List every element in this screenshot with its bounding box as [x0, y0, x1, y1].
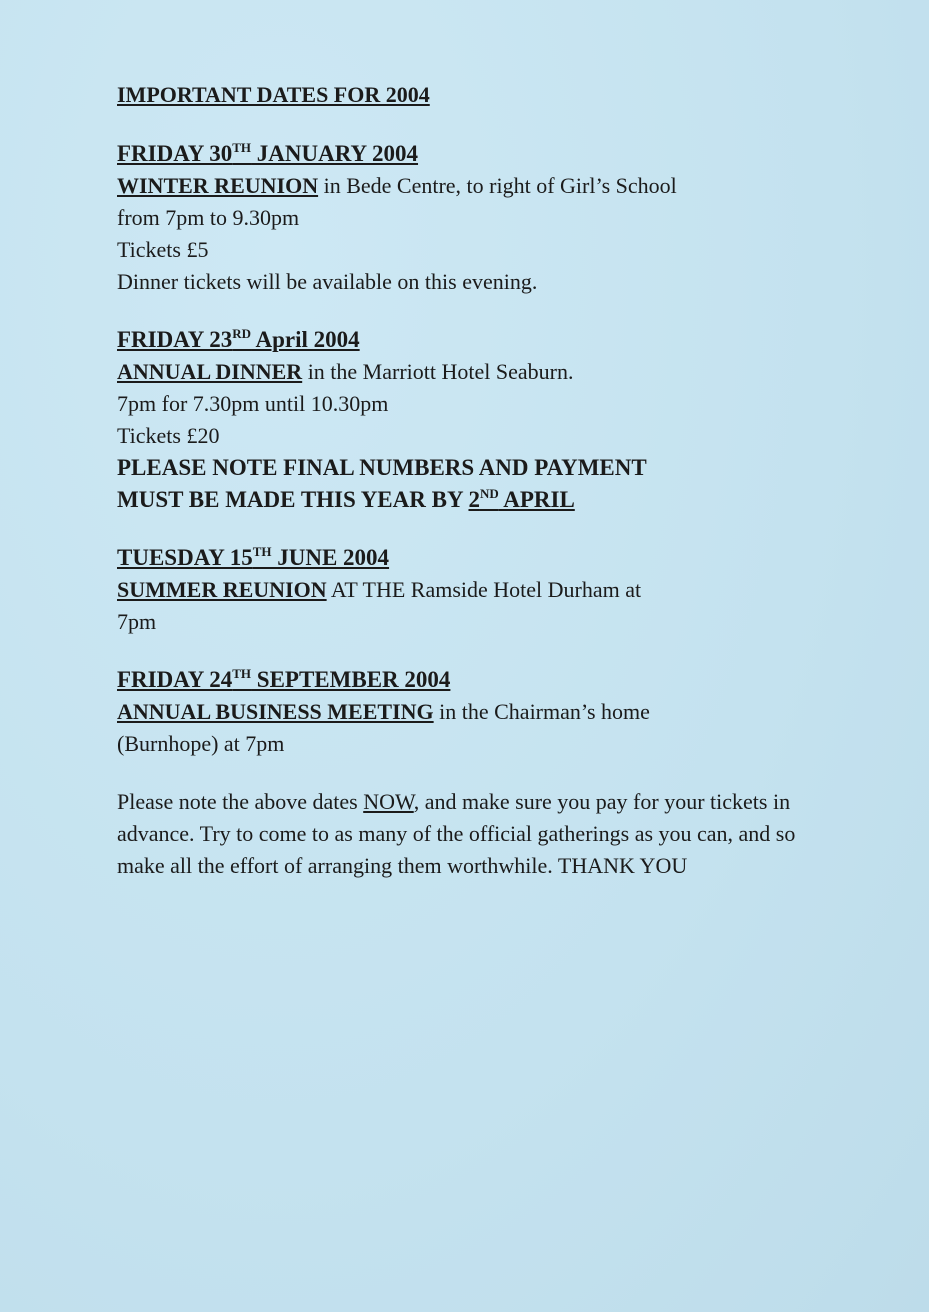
event-detail: 7pm for 7.30pm until 10.30pm — [117, 391, 389, 416]
event-date: FRIDAY 24TH SEPTEMBER 2004 — [117, 666, 451, 692]
payment-note: PLEASE NOTE FINAL NUMBERS AND PAYMENT — [117, 455, 647, 480]
event-detail: from 7pm to 9.30pm — [117, 205, 300, 230]
event-name: SUMMER REUNION — [117, 577, 327, 602]
event-annual-business-meeting: FRIDAY 24TH SEPTEMBER 2004 ANNUAL BUSINESS MEETING in the Chairman’s home (Burnhope) at 7pm — [117, 664, 877, 760]
event-date: FRIDAY 23RD April 2004 — [117, 326, 360, 352]
event-detail: 7pm — [117, 609, 157, 634]
emphasis-now: NOW — [363, 789, 414, 814]
payment-note: MUST BE MADE THIS YEAR BY 2ND APRIL — [117, 486, 575, 512]
event-date: TUESDAY 15TH JUNE 2004 — [117, 544, 390, 570]
event-detail: Tickets £20 — [117, 423, 220, 448]
page-title: IMPORTANT DATES FOR 2004 — [117, 82, 430, 107]
event-date: FRIDAY 30TH JANUARY 2004 — [117, 140, 419, 166]
event-name: ANNUAL DINNER — [117, 359, 303, 384]
event-name: WINTER REUNION — [117, 173, 319, 198]
event-detail: (Burnhope) at 7pm — [117, 731, 285, 756]
document-page — [117, 80, 877, 882]
event-detail: Dinner tickets will be available on this evening. — [117, 269, 538, 294]
event-name: ANNUAL BUSINESS MEETING — [117, 699, 434, 724]
event-detail: Tickets £5 — [117, 237, 209, 262]
closing-paragraph: Please note the above dates NOW, and make sure you pay for your tickets in advance. Try to come to as many of the official gatherings as you can, and so make all the effort of arranging them worthwhile. THANK YOU — [117, 789, 796, 878]
event-annual-dinner: FRIDAY 23RD April 2004 ANNUAL DINNER in the Marriott Hotel Seaburn. 7pm for 7.30pm until 10.30pm Tickets £20 PLEASE NOTE FINAL NUMBERS AND PAYMENT MUST BE MADE THIS YEAR BY 2ND APRIL — [117, 324, 877, 516]
event-summer-reunion: TUESDAY 15TH JUNE 2004 SUMMER REUNION AT THE Ramside Hotel Durham at 7pm — [117, 542, 877, 638]
event-winter-reunion: FRIDAY 30TH JANUARY 2004 WINTER REUNION in Bede Centre, to right of Girl’s School from 7pm to 9.30pm Tickets £5 Dinner tickets will be available on this evening. — [117, 138, 877, 298]
